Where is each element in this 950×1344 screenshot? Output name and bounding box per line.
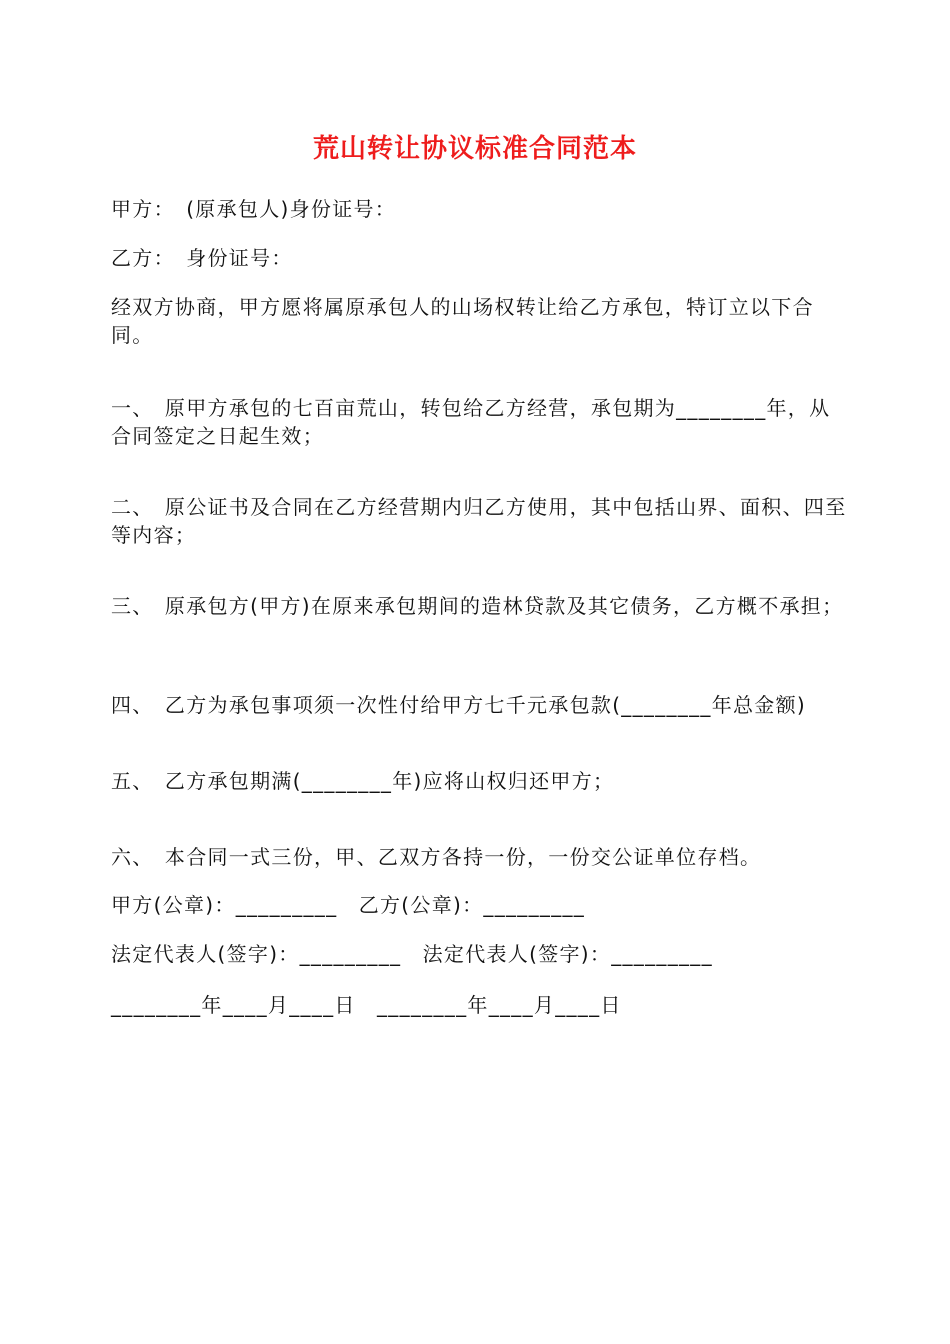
- signing-date-line: ________年____月____日 ________年____月____日: [111, 993, 622, 1017]
- clause-4: 四、 乙方为承包事项须一次性付给甲方七千元承包款(________年总金额): [111, 693, 807, 717]
- clause-1: 一、 原甲方承包的七百亩荒山，转包给乙方经营，承包期为________年，从合同签定之日起生效；: [111, 396, 831, 448]
- clause-6: 六、 本合同一式三份，甲、乙双方各持一份，一份交公证单位存档。: [111, 845, 762, 869]
- clause-5: 五、 乙方承包期满(________年)应将山权归还甲方；: [111, 769, 615, 793]
- seal-line: 甲方(公章)：_________ 乙方(公章)：_________: [111, 893, 586, 917]
- clause-2: 二、 原公证书及合同在乙方经营期内归乙方使用，其中包括山界、面积、四至等内容；: [111, 495, 847, 547]
- clause-3: 三、 原承包方(甲方)在原来承包期间的造林贷款及其它债务，乙方概不承担；: [111, 594, 844, 618]
- preamble-paragraph: 经双方协商，甲方愿将属原承包人的山场权转让给乙方承包，特订立以下合同。: [111, 295, 814, 347]
- document-title: 荒山转让协议标准合同范本: [312, 134, 637, 164]
- party-b-line: 乙方： 身份证号：: [111, 246, 293, 270]
- representative-signature-line: 法定代表人(签字)：_________ 法定代表人(签字)：_________: [111, 942, 713, 966]
- party-a-line: 甲方： (原承包人)身份证号：: [111, 197, 397, 221]
